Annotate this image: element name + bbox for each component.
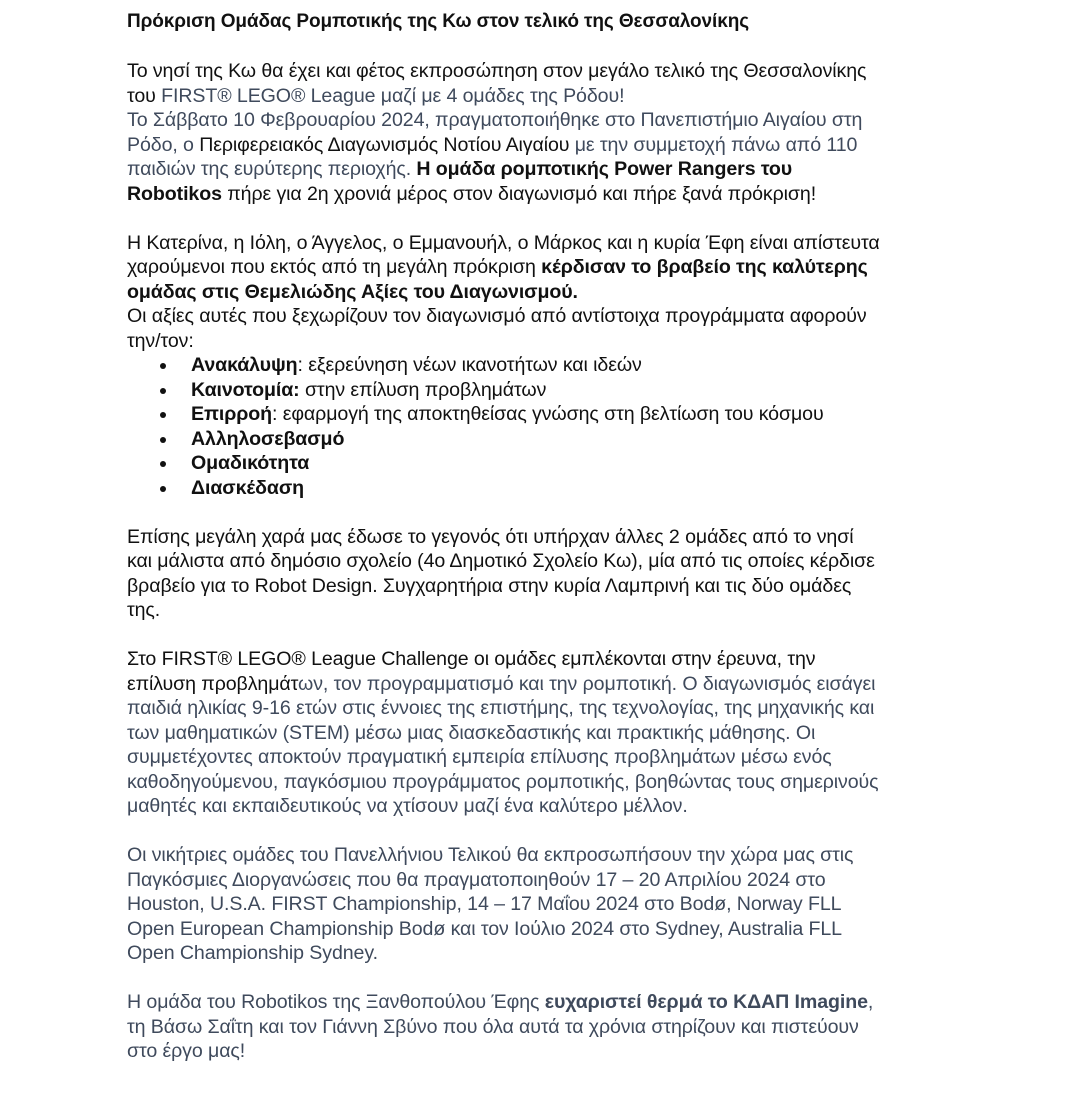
fll-line-2b: ων, τον προγραμματισμό και την ρομποτική. Ο διαγωνισμός εισάγει	[298, 672, 876, 695]
bullet-icon	[160, 388, 166, 394]
intro-line-4b: Περιφερειακός Διαγωνισμός Νοτίου Αιγαίου	[199, 133, 570, 156]
thanks-line-3: στο έργο μας!	[127, 1040, 246, 1062]
worlds-line-4: Open European Championship Bodø και τον Ιούλιο 2024 στο Sydney, Australia FLL	[127, 917, 842, 940]
fll-line-4: των μαθηματικών (STEM) μέσω μιας διασκεδαστικής και πρακτικής μάθησης. Οι	[127, 721, 816, 744]
intro-line-6b: πήρε για 2η χρονιά μέρος στον διαγωνισμό και πήρε ξανά πρόκριση!	[221, 182, 817, 205]
worlds-line-1: Οι νικήτριες ομάδες του Πανελλήνιου Τελικού θα εκπροσωπήσουν την χώρα μας στις	[127, 844, 854, 866]
bullet-icon	[160, 412, 166, 418]
thanks-line-1c: ,	[867, 991, 874, 1013]
document-title: Πρόκριση Ομάδας Ρομποτικής της Κω στον τελικό της Θεσσαλονίκης	[127, 11, 749, 32]
intro-line-5b: Η ομάδα ρομποτικής Power Rangers του	[416, 158, 793, 180]
values-list-item	[127, 476, 987, 501]
value-term: Ανακάλυψη	[191, 354, 298, 376]
values-list-item	[127, 378, 987, 403]
intro-line-2b: FIRST® LEGO® League μαζί με 4 ομάδες της Ρόδου!	[161, 84, 625, 107]
values-list-item	[127, 427, 987, 452]
fll-paragraph	[127, 647, 987, 819]
others-line-1: Επίσης μεγάλη χαρά μας έδωσε το γεγονός ότι υπήρχαν άλλες 2 ομάδες από το νησί	[127, 525, 854, 548]
others-line-2: και μάλιστα από δημόσιο σχολείο (4ο Δημοτικό Σχολείο Κω), μία από τις οποίες κέρδισε	[127, 550, 875, 572]
others-line-4: της.	[127, 599, 161, 621]
values-list-item	[127, 451, 987, 476]
team-paragraph	[127, 231, 987, 354]
intro-line-2a: του	[127, 84, 162, 107]
intro-line-3: Το Σάββατο 10 Φεβρουαρίου 2024, πραγματοποιήθηκε στο Πανεπιστήμιο Αιγαίου στη	[127, 109, 863, 131]
thanks-line-1a: Η ομάδα του Robotikos της Ξανθοπούλου Έφης	[127, 991, 545, 1013]
other-teams-paragraph	[127, 525, 987, 623]
team-line-2a: χαρούμενοι που εκτός από τη μεγάλη πρόκριση	[127, 256, 542, 278]
value-term: Διασκέδαση	[191, 476, 305, 499]
fll-line-6: καθοδηγούμενου, παγκόσμιου προγράμματος ρομποτικής, βοηθώντας τους σημερινούς	[127, 770, 879, 793]
values-list	[127, 353, 987, 500]
intro-line-5a: παιδιών της ευρύτερης περιοχής.	[127, 158, 417, 180]
fll-line-1: Στο FIRST® LEGO® League Challenge οι ομάδες εμπλέκονται στην έρευνα, την	[127, 648, 816, 670]
others-line-3: βραβείο για το Robot Design. Συγχαρητήρια στην κυρία Λαμπρινή και τις δύο ομάδες	[127, 574, 852, 597]
team-line-5: την/τον:	[127, 329, 194, 352]
worlds-line-2: Παγκόσμιες Διοργανώσεις που θα πραγματοποιηθούν 17 – 20 Απριλίου 2024 στο	[127, 868, 826, 891]
worlds-line-5: Open Championship Sydney.	[127, 942, 378, 964]
bullet-icon	[160, 437, 166, 443]
value-desc: : εξερεύνηση νέων ικανοτήτων και ιδεών	[297, 354, 642, 376]
fll-line-7: μαθητές και εκπαιδευτικούς να χτίσουν μαζί ένα καλύτερο μέλλον.	[127, 795, 688, 817]
team-line-1: Η Κατερίνα, η Ιόλη, ο Άγγελος, ο Εμμανουήλ, ο Μάρκος και η κυρία Έφη είναι απίστευτα	[127, 231, 880, 254]
thanks-paragraph	[127, 990, 987, 1064]
team-line-2b: κέρδισαν το βραβείο της καλύτερης	[541, 256, 868, 278]
intro-line-4a: Ρόδο, ο	[127, 133, 200, 156]
thanks-line-1b: ευχαριστεί θερμά το ΚΔΑΠ Imagine	[544, 991, 868, 1013]
world-championships-paragraph	[127, 843, 987, 966]
intro-line-4c: με την συμμετοχή πάνω από 110	[569, 133, 858, 156]
intro-line-1: Το νησί της Κω θα έχει και φέτος εκπροσώπηση στον μεγάλο τελικό της Θεσσαλονίκης	[127, 60, 867, 82]
fll-line-3: παιδιά ηλικίας 9-16 ετών στις έννοιες της επιστήμης, της τεχνολογίας, της μηχανικής και	[127, 697, 875, 719]
spacer	[127, 500, 987, 525]
value-desc: στην επίλυση προβλημάτων	[299, 378, 547, 401]
worlds-line-3: Houston, U.S.A. FIRST Championship, 14 – 17 Μαΐου 2024 στο Bodø, Norway FLL	[127, 893, 842, 915]
fll-line-5: συμμετέχοντες αποκτούν πραγματική εμπειρία επίλυσης προβλημάτων μέσω ενός	[127, 746, 832, 768]
fll-line-2a: επίλυση προβλημάτ	[127, 672, 298, 695]
spacer	[127, 206, 987, 231]
value-term: Καινοτομία:	[191, 378, 300, 401]
thanks-line-2: τη Βάσω Σαΐτη και τον Γιάννη Σβύνο που όλα αυτά τα χρόνια στηρίζουν και πιστεύουν	[127, 1015, 859, 1038]
value-term: Αλληλοσεβασμό	[191, 427, 345, 450]
spacer	[127, 623, 987, 648]
spacer	[127, 35, 987, 60]
values-list-item	[127, 402, 987, 427]
spacer	[127, 819, 987, 844]
intro-line-6a: Robotikos	[127, 182, 222, 205]
team-line-4: Οι αξίες αυτές που ξεχωρίζουν τον διαγωνισμό από αντίστοιχα προγράμματα αφορούν	[127, 305, 867, 327]
document-page	[127, 10, 987, 1064]
spacer	[127, 966, 987, 991]
bullet-icon	[160, 486, 166, 492]
value-term: Ομαδικότητα	[191, 452, 310, 474]
intro-paragraph	[127, 59, 987, 206]
value-term: Επιρροή	[191, 403, 272, 425]
bullet-icon	[160, 363, 166, 369]
value-desc: : εφαρμογή της αποκτηθείσας γνώσης στη βελτίωση του κόσμου	[272, 403, 824, 425]
bullet-icon	[160, 461, 166, 467]
team-line-3: ομάδας στις Θεμελιώδης Αξίες του Διαγωνισμού.	[127, 280, 578, 303]
values-list-item	[127, 353, 987, 378]
